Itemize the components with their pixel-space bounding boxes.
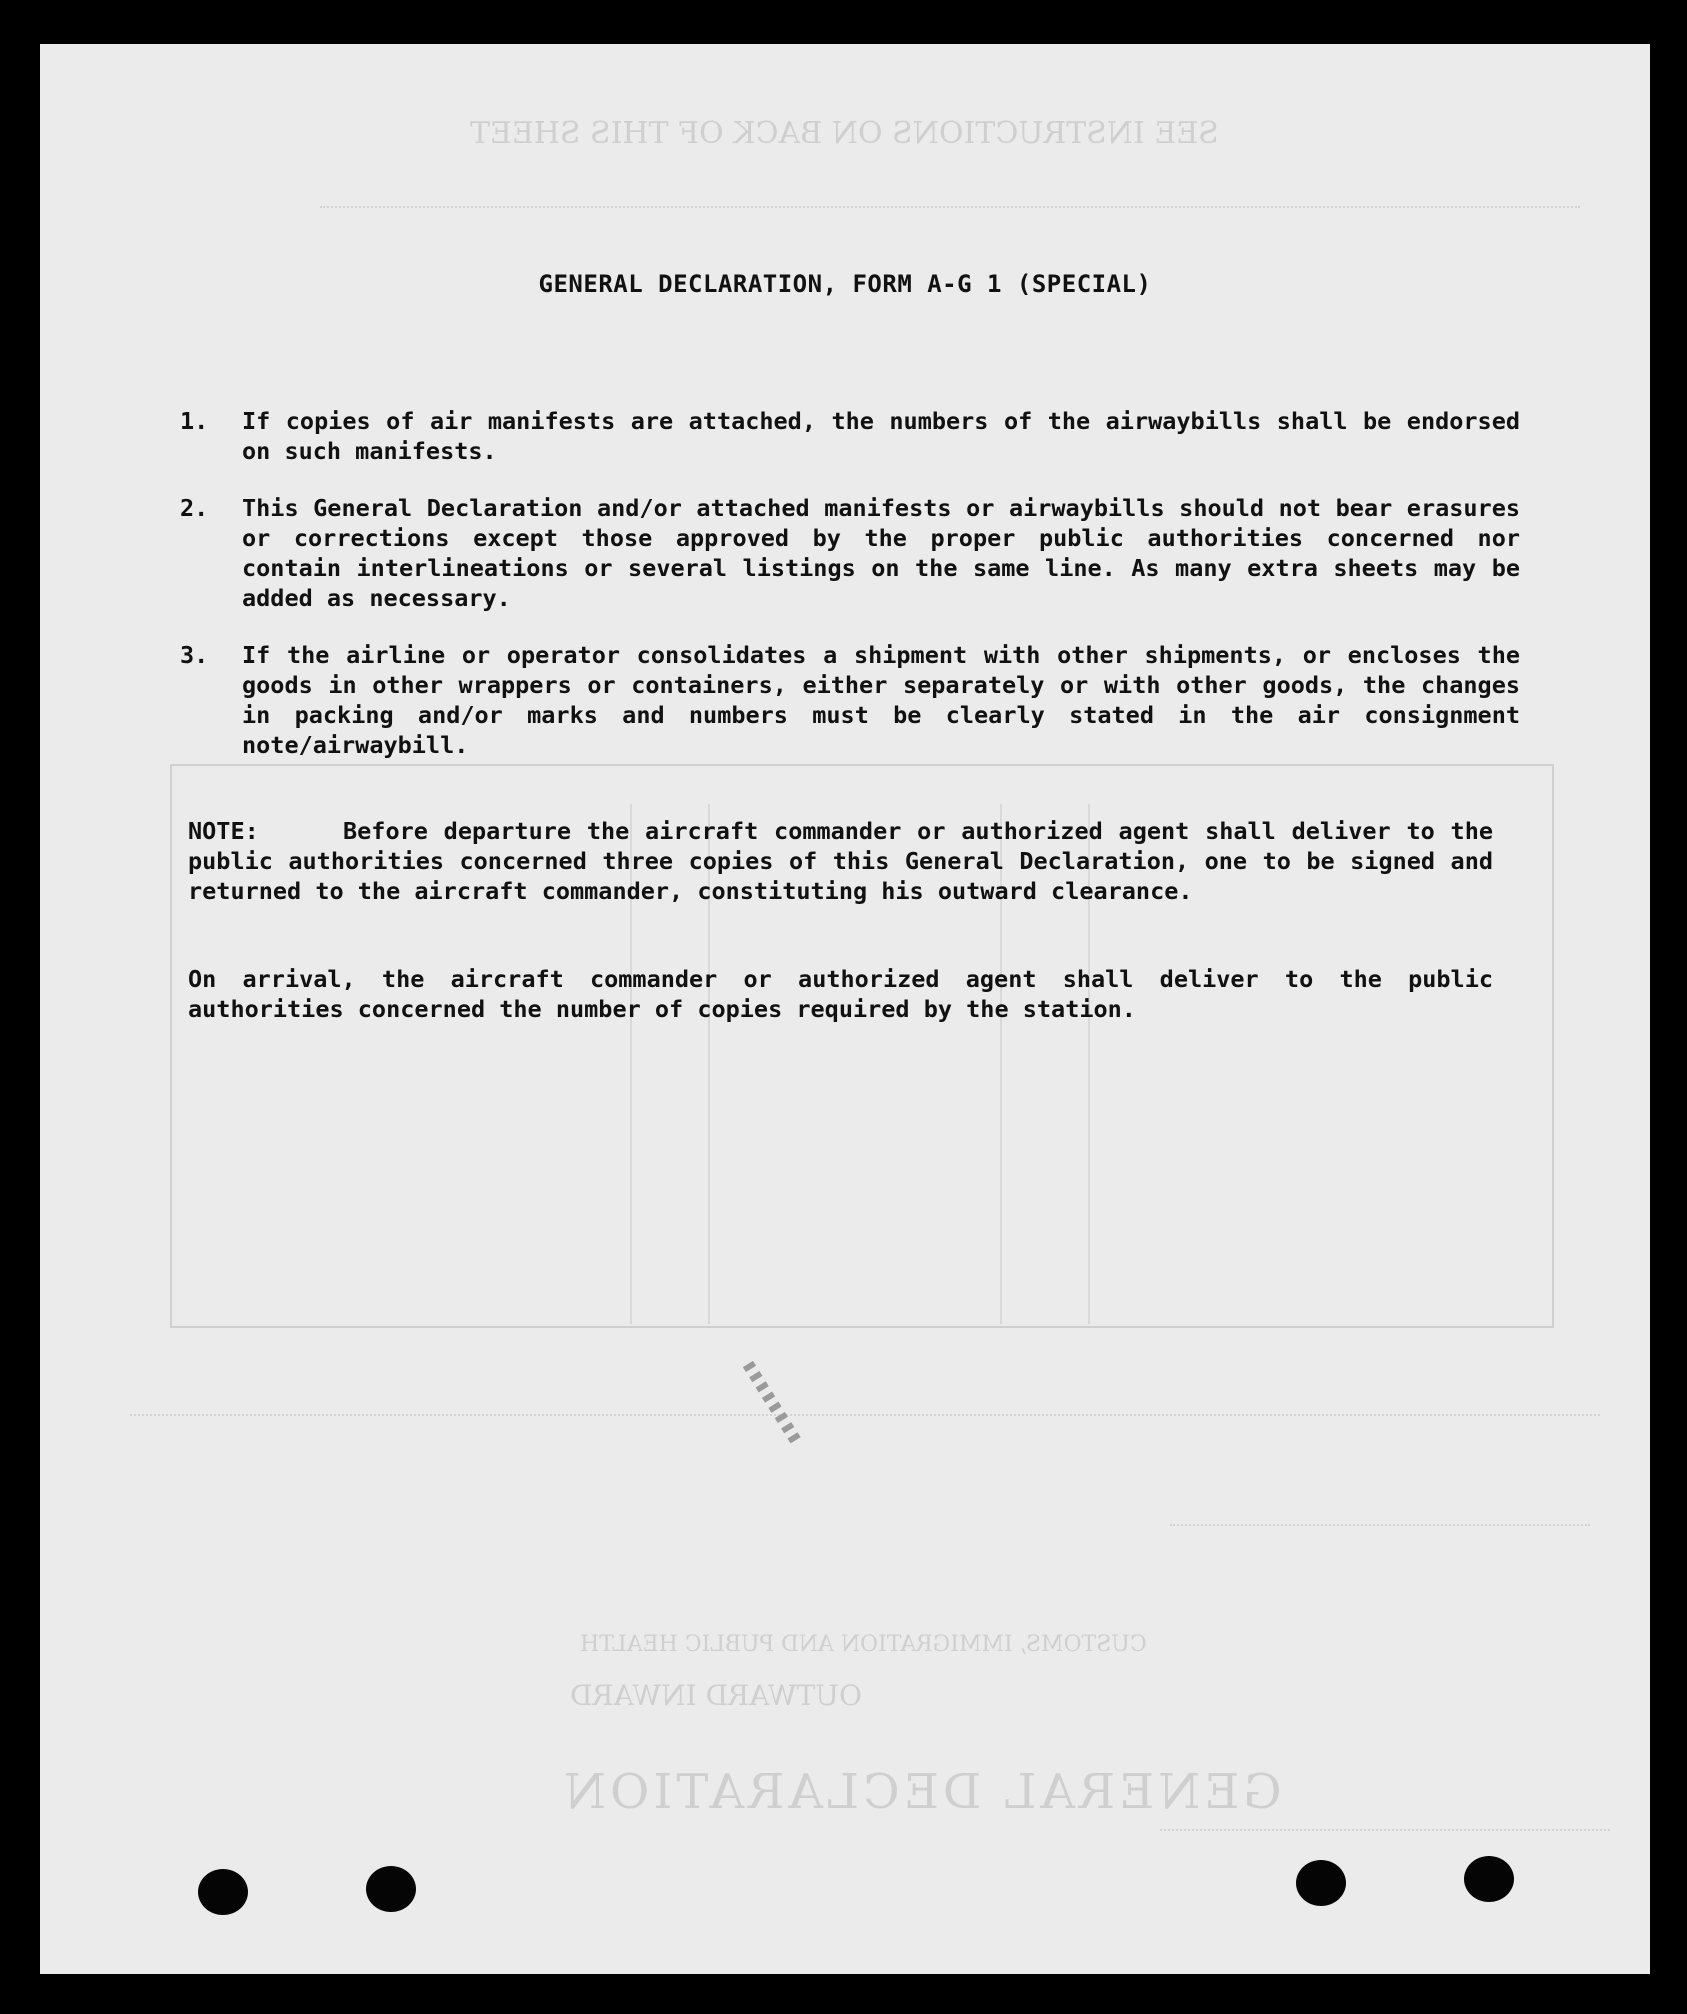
show-through-rule (1160, 1829, 1610, 1831)
item-text: This General Declaration and/or attached manifests or airwaybills should not bear erasures or corrections except those approved by the proper public authorities concerned nor contain interlineations or several listings on the same line. As many extra sheets may be added as necessary. (242, 494, 1520, 612)
show-through-rule (320, 206, 1580, 208)
note-paragraph (188, 816, 1493, 906)
instruction-item-2 (180, 493, 1520, 613)
document-page (40, 44, 1650, 1974)
note-label: NOTE: (188, 817, 259, 845)
punch-hole (198, 1869, 248, 1915)
item-number: 2. (180, 494, 209, 522)
instruction-item-3 (180, 640, 1520, 760)
punch-hole (1296, 1860, 1346, 1906)
item-number: 3. (180, 641, 209, 669)
show-through-rule (1170, 1524, 1590, 1526)
show-through-subtitle: OUTWARD INWARD (570, 1679, 862, 1712)
instruction-item-1 (180, 406, 1520, 466)
show-through-subheading: CUSTOMS, IMMIGRATION AND PUBLIC HEALTH (580, 1632, 1147, 1657)
show-through-heading: SEE INSTRUCTIONS ON BACK OF THIS SHEET (470, 116, 1219, 151)
item-text: If the airline or operator consolidates a shipment with other shipments, or encloses the goods in other wrappers or containers, either separately or with other goods, the changes in packing and/or marks and numbers must be clearly stated in the air consignment note/airwaybill. (242, 641, 1520, 759)
note-text: Before departure the aircraft commander or authorized agent shall deliver to the public authorities concerned three copies of this General Declaration, one to be signed and returned to the aircraft commander, constituting his outward clearance. (188, 817, 1493, 905)
show-through-rule (130, 1414, 1600, 1416)
arrival-paragraph: On arrival, the aircraft commander or authorized agent shall deliver to the public authorities concerned the number of copies required by the station. (188, 965, 1493, 1023)
show-through-title: GENERAL DECLARATION (560, 1764, 1282, 1820)
punch-hole (1464, 1856, 1514, 1902)
item-text: If copies of air manifests are attached, the numbers of the airwaybills shall be endorsed on such manifests. (242, 407, 1520, 465)
form-title: GENERAL DECLARATION, FORM A-G 1 (SPECIAL) (538, 270, 1152, 298)
item-number: 1. (180, 407, 209, 435)
faint-stamp: ▮▮▮▮▮▮▮▮ (737, 1354, 810, 1449)
punch-hole (366, 1866, 416, 1912)
